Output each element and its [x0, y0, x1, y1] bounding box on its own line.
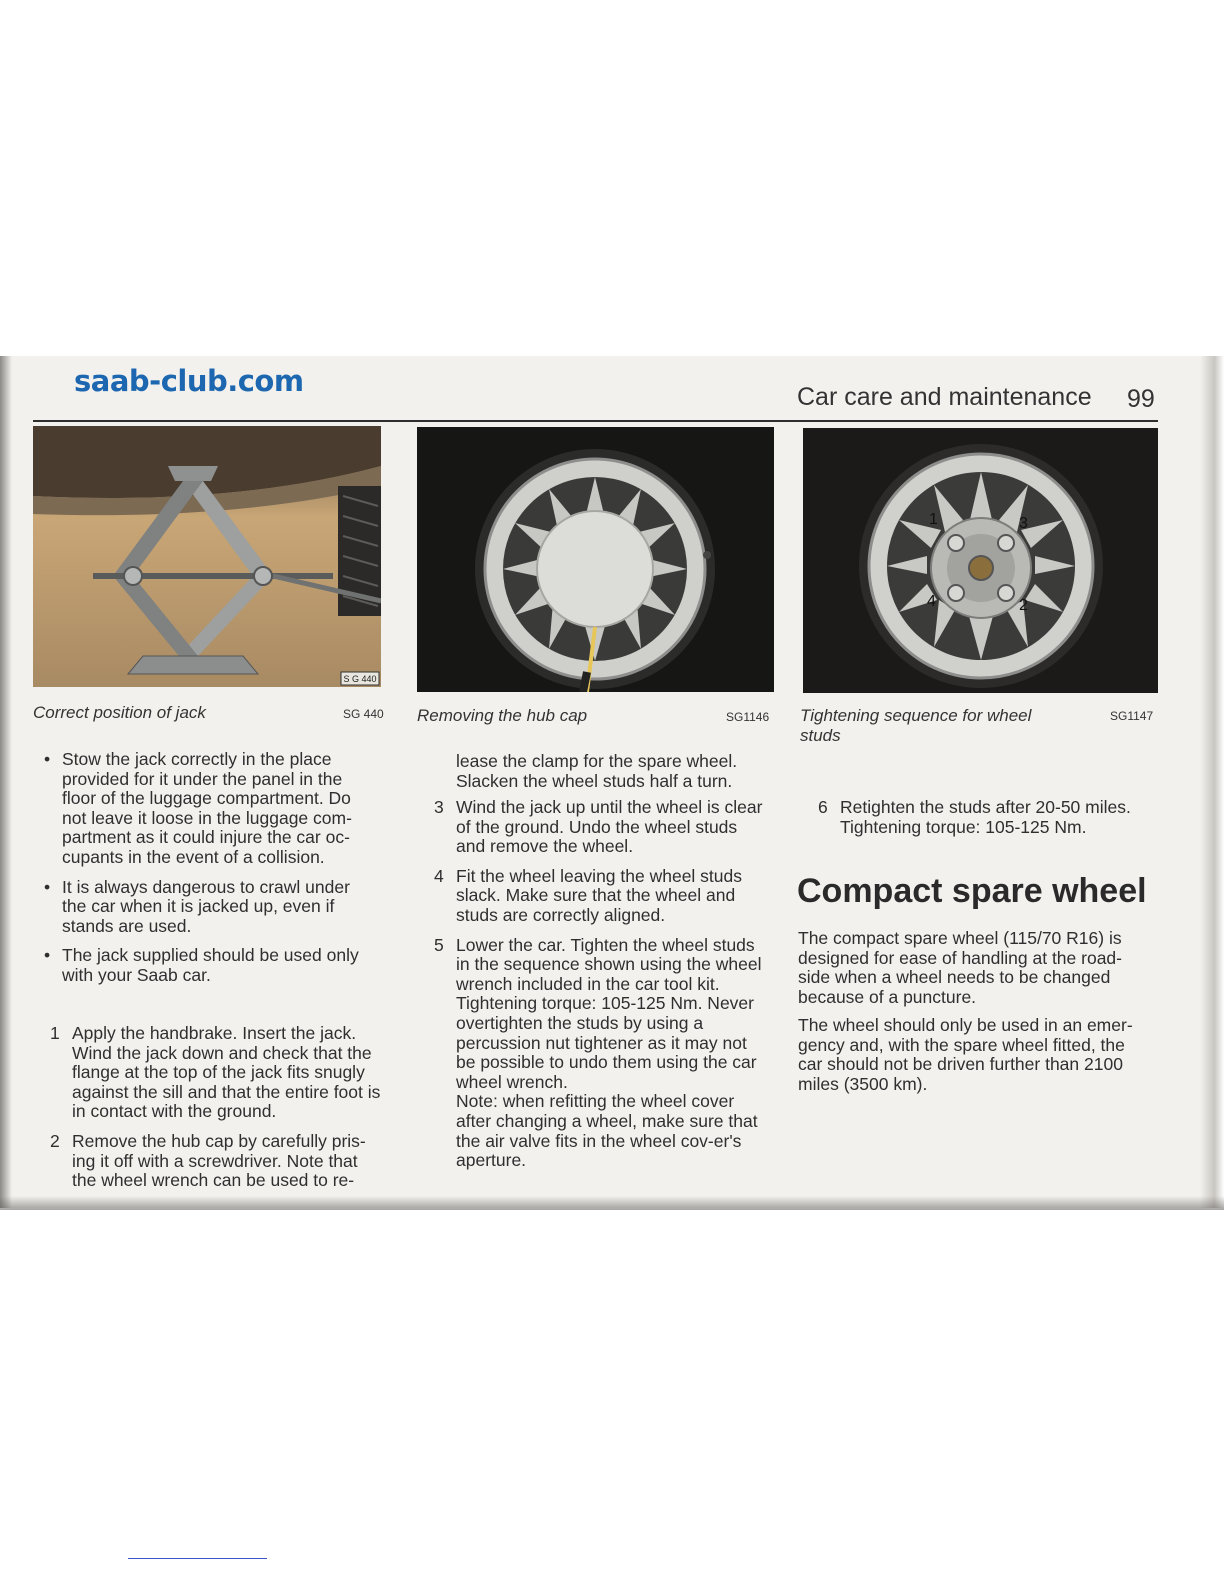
stud-sequence-photo [803, 428, 1158, 693]
hubcap-caption: Removing the hub cap [417, 706, 588, 725]
stud-number-1: 1 [929, 511, 938, 528]
bullet-item [36, 946, 376, 985]
steps-column-3 [818, 798, 1154, 847]
step-item [50, 1132, 384, 1191]
hubcap-figure-code: SG1146 [726, 710, 770, 724]
bullet-text: Stow the jack correctly in the place provided for it under the panel in the floor of the luggage compartment. Do not leave it loose in the luggage com-partment as it could injure the car oc-cupants in the event of a collision. [62, 749, 352, 867]
steps-column-1 [50, 1024, 384, 1201]
step-text: Fit the wheel leaving the wheel studs slack. Make sure that the wheel and studs are correctly aligned. [456, 865, 742, 925]
step-number: 6 [818, 797, 828, 817]
step-note: Note: when refitting the wheel cover after changing a wheel, make sure that the air valve fits in the wheel cov-er's aperture. [456, 1091, 758, 1171]
bullet-text: It is always dangerous to crawl under the car when it is jacked up, even if stands are used. [62, 876, 350, 936]
stud-sequence-figure-code: SG1147 [1110, 709, 1154, 723]
page-binding-shadow [0, 356, 12, 1208]
bullet-dot: • [44, 945, 51, 966]
step-number: 1 [50, 1023, 60, 1043]
header-rule [33, 420, 1158, 422]
compact-spare-paragraph-1: The compact spare wheel (115/70 R16) is designed for ease of handling at the road-side when a wheel needs to be changed because of a puncture. [798, 928, 1122, 1007]
bullet-dot: • [44, 876, 51, 897]
bullet-dot: • [44, 749, 51, 769]
jack-caption: Correct position of jack [33, 703, 206, 722]
brand-watermark: saab-club.com [74, 364, 304, 398]
hubcap-photo [417, 427, 774, 692]
step-text: Apply the handbrake. Insert the jack. Wind the jack down and check that the flange at the top of the jack fits snugly against the sill and that the entire foot is in contact with the ground. [72, 1023, 381, 1122]
stud-number-3: 3 [1019, 515, 1028, 532]
bullet-item [36, 750, 376, 868]
stud-number-2: 2 [1019, 597, 1028, 614]
step-number: 3 [434, 797, 444, 817]
step-item [434, 936, 768, 1171]
step-2-continuation: lease the clamp for the spare wheel. Slacken the wheel studs half a turn. [456, 751, 738, 791]
step-text: Lower the car. Tighten the wheel studs in the sequence shown using the wheel wrench included in the car tool kit. Tightening torque: 105-125 Nm. Never overtighten the studs by using a percussion nut tightener as it may not be possible to undo them using the car wheel wrench. [456, 934, 762, 1092]
step-item [50, 1024, 384, 1122]
compact-spare-heading: Compact spare wheel [797, 872, 1147, 910]
step-number: 2 [50, 1130, 60, 1151]
page-number: 99 [1127, 385, 1155, 413]
step-text: Retighten the studs after 20-50 miles. Tightening torque: 105-125 Nm. [840, 797, 1131, 837]
page-edge [1200, 356, 1224, 1208]
footnote-rule [128, 1558, 267, 1559]
stud-sequence-caption: Tightening sequence for wheel studs [800, 706, 1032, 745]
step-text: Remove the hub cap by carefully pris-ing it off with a screwdriver. Note that the wheel wrench can be used to re- [72, 1130, 366, 1191]
bullet-text: The jack supplied should be used only with your Saab car. [62, 945, 359, 985]
bullet-item [36, 878, 376, 937]
stud-number-4: 4 [927, 593, 936, 610]
jack-image-label: S G 440 [343, 674, 377, 684]
step-item [434, 867, 768, 926]
step-item [818, 798, 1154, 837]
steps-column-2 [434, 798, 768, 1181]
jack-safety-bullets [36, 750, 376, 996]
section-title: Car care and maintenance [797, 383, 1092, 411]
compact-spare-paragraph-2: The wheel should only be used in an emer-gency and, with the spare wheel fitted, the car should not be driven further than 2100 miles (3500 km). [798, 1015, 1133, 1094]
step-number: 4 [434, 865, 444, 886]
step-text: Wind the jack up until the wheel is clear of the ground. Undo the wheel studs and remove the wheel. [456, 797, 763, 857]
jack-figure-code: SG 440 [343, 707, 384, 721]
jack-photo [33, 426, 381, 687]
step-number: 5 [434, 934, 444, 955]
step-item [434, 798, 768, 857]
